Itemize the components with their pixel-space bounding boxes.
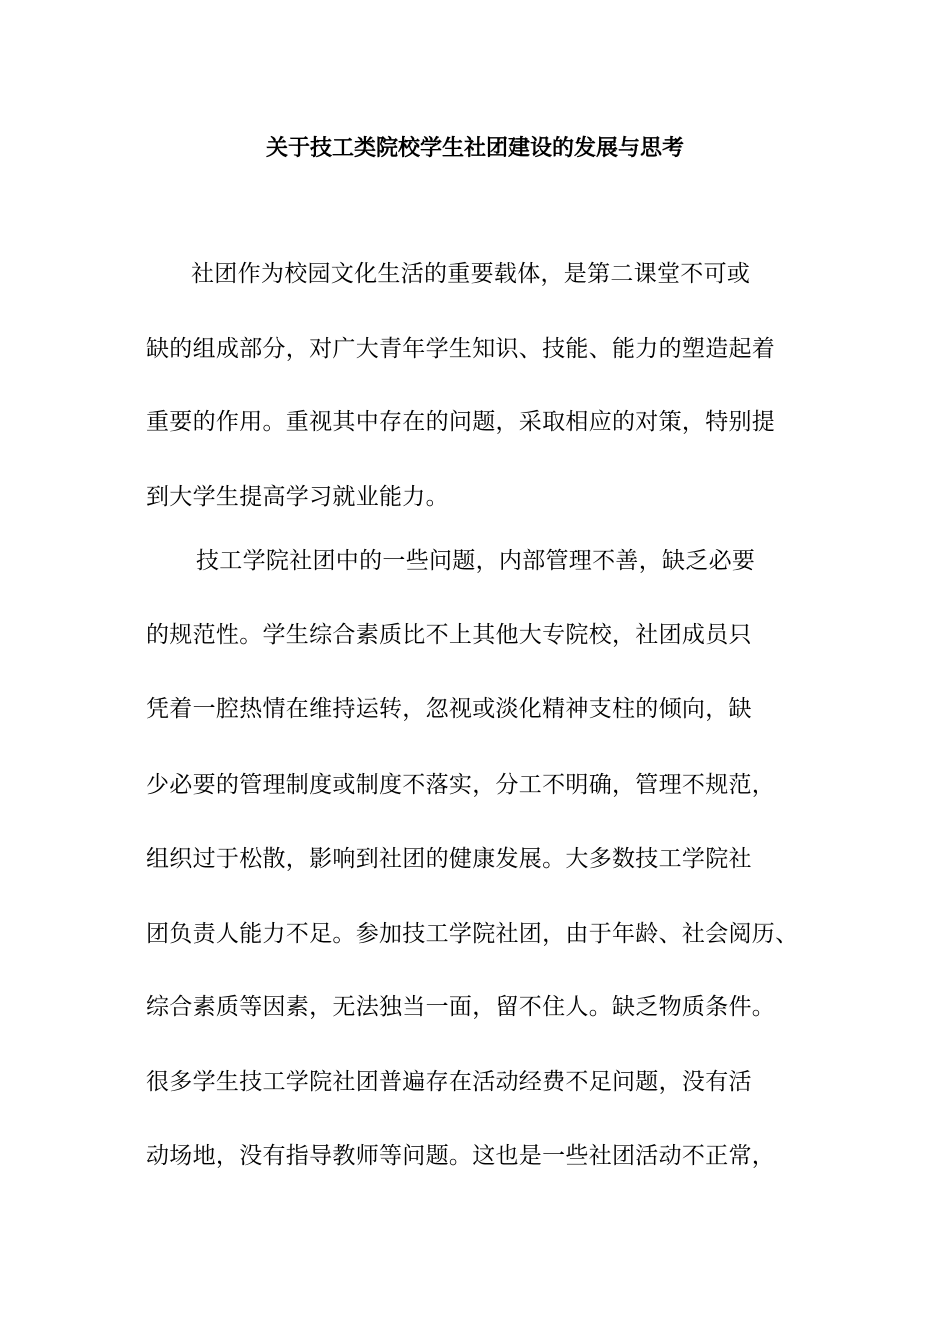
paragraph-1-line-1: 社团作为校园文化生活的重要载体，是第二课堂不可或 xyxy=(191,261,751,287)
paragraph-2-line-7: 综合素质等因素，无法独当一面，留不住人。缺乏物质条件。 xyxy=(146,994,776,1020)
paragraph-2-line-2: 的规范性。学生综合素质比不上其他大专院校，社团成员只 xyxy=(146,622,752,648)
paragraph-1-line-2: 缺的组成部分，对广大青年学生知识、技能、能力的塑造起着 xyxy=(146,336,776,362)
paragraph-1-line-4: 到大学生提高学习就业能力。 xyxy=(146,484,449,510)
paragraph-2-line-5: 组织过于松散，影响到社团的健康发展。大多数技工学院社 xyxy=(146,846,752,872)
paragraph-2-line-3: 凭着一腔热情在维持运转，忽视或淡化精神支柱的倾向，缺 xyxy=(146,696,752,722)
paragraph-2-line-8: 很多学生技工学院社团普遍存在活动经费不足问题，没有活 xyxy=(146,1069,752,1095)
paragraph-2-line-4: 少必要的管理制度或制度不落实，分工不明确，管理不规范， xyxy=(146,772,776,798)
document-title: 关于技工类院校学生社团建设的发展与思考 xyxy=(265,135,684,161)
paragraph-2-line-1: 技工学院社团中的一些问题，内部管理不善，缺乏必要 xyxy=(196,548,756,574)
paragraph-1-line-3: 重要的作用。重视其中存在的问题，采取相应的对策，特别提 xyxy=(146,409,776,435)
paragraph-2-line-9: 动场地，没有指导教师等问题。这也是一些社团活动不正常， xyxy=(146,1143,776,1169)
paragraph-2-line-6: 团负责人能力不足。参加技工学院社团，由于年龄、社会阅历、 xyxy=(146,921,799,947)
